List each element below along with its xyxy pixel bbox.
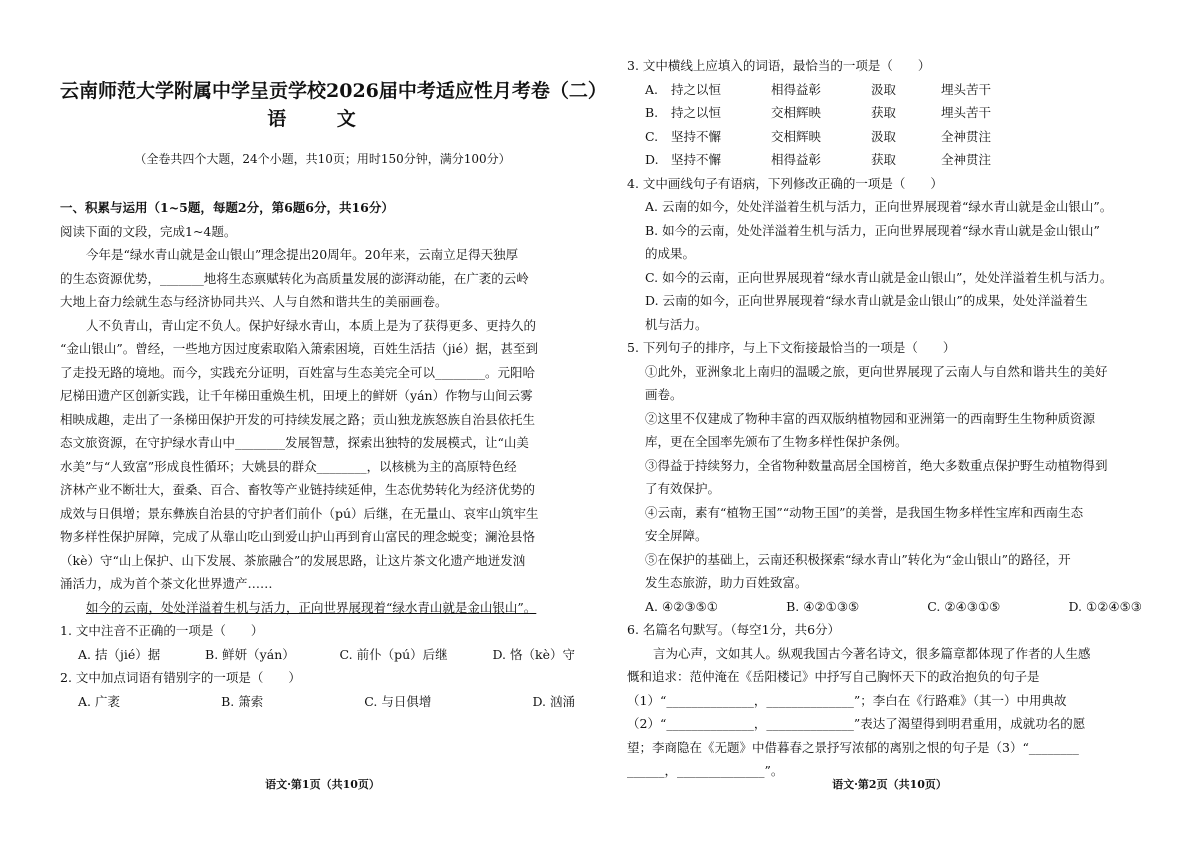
passage-line: 水美”与“人致富”形成良性循环；大姚县的群众________，以核桃为主的高原特色经	[60, 458, 517, 474]
passage-line: 态文旅资源，在守护绿水青山中________发展智慧，探索出独特的发展模式，让“山美	[60, 435, 529, 450]
option-letter: D.	[645, 152, 659, 167]
passage-line: 成效与日俱增；景东彝族自治县的守护者们前仆（pú）后继，在无量山、哀牢山筑牢生	[60, 505, 539, 521]
option-word: 获取	[871, 105, 897, 120]
question-5-options	[627, 595, 1152, 619]
question-3-option-row[interactable]	[627, 78, 1152, 102]
sentence-item: ③得益于持续努力，全省物种数量高居全国榜首，绝大多数重点保护野生动植物得到	[645, 457, 1108, 473]
option-letter: B.	[645, 105, 659, 120]
option-d[interactable]: D. 云南的如今，正向世界展现着“绿水青山就是金山银山”的成果，处处洋溢着生	[645, 293, 1088, 308]
page-footer: 语文·第1页（共10页）	[265, 778, 380, 791]
option-d[interactable]: D. 恪（kè）守	[492, 646, 575, 662]
option-d[interactable]: D. 汹涌	[532, 693, 575, 709]
sentence-item: ⑤在保护的基础上，云南还积极探索“绿水青山”转化为“金山银山”的路径，开	[645, 551, 1071, 567]
exam-info: （全卷共四个大题，24个小题，共10页；用时150分钟，满分100分）	[134, 152, 511, 166]
option-word: 汲取	[871, 81, 897, 97]
section-heading: 一、积累与运用（1~5题，每题2分，第6题6分，共16分）	[60, 200, 394, 215]
sentence-item-cont: 了有效保护。	[645, 481, 721, 496]
page-2	[627, 0, 1152, 849]
passage	[60, 243, 585, 619]
page-1	[60, 0, 607, 849]
passage-line: 大地上奋力绘就生态与经济协同共兴、人与自然和谐共生的美丽画卷。	[60, 294, 448, 309]
option-a[interactable]: A. ④②③⑤①	[645, 598, 719, 614]
sentence-item: ④云南，素有“植物王国”“动物王国”的美誉，是我国生物多样性宝库和西南生态	[645, 504, 1084, 520]
section-1	[60, 196, 585, 713]
passage-line: 今年是“绿水青山就是金山银山”理念提出20周年。20年来，云南立足得天独厚	[86, 247, 519, 262]
option-word: 埋头苦干	[941, 81, 992, 97]
option-word: 全神贯注	[941, 128, 992, 144]
option-d[interactable]: D. ①②④⑤③	[1068, 598, 1142, 614]
question-6-stem: 6. 名篇名句默写。（每空1分，共6分）	[627, 622, 841, 637]
passage-line: 人不负青山，青山定不负人。保护好绿水青山，本质上是为了获得更多、更持久的	[86, 317, 537, 333]
option-letter: A.	[645, 81, 659, 97]
option-word: 坚持不懈	[671, 152, 722, 167]
dictation-text: 慨和追求：范仲淹在《岳阳楼记》中抒写自己胸怀天下的政治抱负的句子是	[627, 669, 1040, 684]
option-a[interactable]: A. 广袤	[78, 693, 120, 709]
option-word: 全神贯注	[941, 152, 992, 167]
subject-title: 语 文	[267, 108, 378, 130]
passage-line: 济林产业不断壮大，蚕桑、百合、畜牧等产业链持续延伸，生态优势转化为经济优势的	[60, 482, 536, 497]
question-1-options	[60, 643, 585, 667]
passage-line: （kè）守“山上保护、山下发展、茶旅融合”的发展思路，让这片茶文化遗产地迸发汹	[60, 552, 526, 568]
option-letter: C.	[645, 128, 659, 144]
question-5-stem: 5. 下列句子的排序，与上下文衔接最恰当的一项是（ ）	[627, 340, 956, 355]
passage-line: 涌活力，成为首个茶文化世界遗产……	[60, 576, 273, 591]
exam-title: 云南师范大学附属中学呈贡学校2026届中考适应性月考卷（二）	[60, 80, 607, 102]
passage-line: 尼梯田遗产区创新实践，让千年梯田重焕生机，田埂上的鲜妍（yán）作物与山间云雾	[60, 388, 533, 403]
option-a[interactable]: A. 拮（jié）据	[78, 646, 161, 662]
option-d-cont: 机与活力。	[645, 316, 708, 332]
dictation-blank-line[interactable]: 望；李商隐在《无题》中借暮春之景抒写浓郁的离别之恨的句子是（3）“________	[627, 739, 1079, 755]
sentence-item: ②这里不仅建成了物种丰富的西双版纳植物园和亚洲第一的西南野生生物种质资源	[645, 410, 1096, 426]
question-2-stem: 2. 文中加点词语有错别字的一项是（ ）	[60, 670, 301, 685]
sentence-item: ①此外，亚洲象北上南归的温暖之旅，更向世界展现了云南人与自然和谐共生的美好	[645, 363, 1108, 379]
option-word: 持之以恒	[671, 105, 722, 120]
option-word: 交相辉映	[771, 105, 822, 120]
option-b[interactable]: B. 箫索	[221, 693, 264, 709]
option-word: 埋头苦干	[941, 105, 992, 120]
option-a[interactable]: A. 云南的如今，处处洋溢着生机与活力，正向世界展现着“绿水青山就是金山银山”。	[645, 199, 1113, 214]
sentence-item-cont: 安全屏障。	[645, 528, 708, 543]
option-c[interactable]: C. 如今的云南，正向世界展现着“绿水青山就是金山银山”，处处洋溢着生机与活力。	[645, 269, 1113, 285]
sentence-item-cont: 库，更在全国率先颁布了生物多样性保护条例。	[645, 434, 908, 449]
passage-line: 物多样性保护屏障，完成了从靠山吃山到爱山护山再到育山富民的理念蜕变；澜沧县恪	[60, 529, 536, 544]
option-c[interactable]: C. 前仆（pú）后继	[339, 646, 448, 662]
option-word: 相得益彰	[771, 81, 822, 97]
passage-line: 相映成趣，走出了一条梯田保护开发的可持续发展之路；贡山独龙族怒族自治县依托生	[60, 411, 536, 427]
sentence-item-cont: 画卷。	[645, 387, 683, 402]
sentence-item-cont: 发生态旅游，助力百姓致富。	[645, 575, 808, 590]
question-3-stem: 3. 文中横线上应填入的词语，最恰当的一项是（ ）	[627, 58, 931, 73]
option-word: 交相辉映	[771, 128, 822, 144]
dictation-text: 言为心声，文如其人。纵观我国古今著名诗文，很多篇章都体现了作者的人生感	[653, 645, 1091, 661]
option-word: 获取	[871, 152, 897, 167]
question-1-stem: 1. 文中注音不正确的一项是（ ）	[60, 623, 264, 638]
option-c[interactable]: C. 与日俱增	[364, 693, 432, 709]
option-b[interactable]: B. 如今的云南，处处洋溢着生机与活力，正向世界展现着“绿水青山就是金山银山”	[645, 222, 1100, 238]
option-word: 持之以恒	[671, 81, 722, 97]
option-word: 相得益彰	[771, 152, 822, 167]
option-b[interactable]: B. 鲜妍（yán）	[205, 646, 295, 662]
question-3-option-row[interactable]	[627, 101, 1152, 125]
question-4-stem: 4. 文中画线句子有语病，下列修改正确的一项是（ ）	[627, 175, 943, 191]
option-b-cont: 的成果。	[645, 246, 696, 261]
option-b[interactable]: B. ④②①③⑤	[786, 598, 860, 614]
option-c[interactable]: C. ②④③①⑤	[927, 598, 1001, 614]
underlined-sentence: 如今的云南，处处洋溢着生机与活力，正向世界展现着“绿水青山就是金山银山”。	[86, 599, 537, 615]
page-footer: 语文·第2页（共10页）	[832, 778, 947, 791]
dictation-blank-line[interactable]: ______，______________”。	[627, 763, 784, 778]
passage-line: “金山银山”。曾经，一些地方因过度索取陷入箫索困境，百姓生活拮（jié）据，甚至到	[60, 341, 539, 356]
passage-line: 了走投无路的境地。而今，实践充分证明，百姓富与生态美完全可以________。元阳哈	[60, 364, 536, 380]
dictation-blank-line[interactable]: （1）“______________，______________”；李白在《行路难》（其一）中用典故	[627, 692, 1067, 708]
questions-3-6	[627, 54, 1152, 783]
passage-line: 的生态资源优势，_______地将生态禀赋转化为高质量发展的澎湃动能，在广袤的云岭	[60, 270, 529, 286]
question-2-options	[60, 690, 585, 714]
reading-intro: 阅读下面的文段，完成1~4题。	[60, 223, 237, 239]
option-word: 汲取	[871, 128, 897, 144]
question-3-option-row[interactable]	[627, 125, 1152, 149]
option-word: 坚持不懈	[671, 128, 722, 144]
question-3-option-row[interactable]	[627, 148, 1152, 172]
dictation-blank-line[interactable]: （2）“______________，______________”表达了渴望得到明君重用，成就功名的愿	[627, 716, 1086, 731]
